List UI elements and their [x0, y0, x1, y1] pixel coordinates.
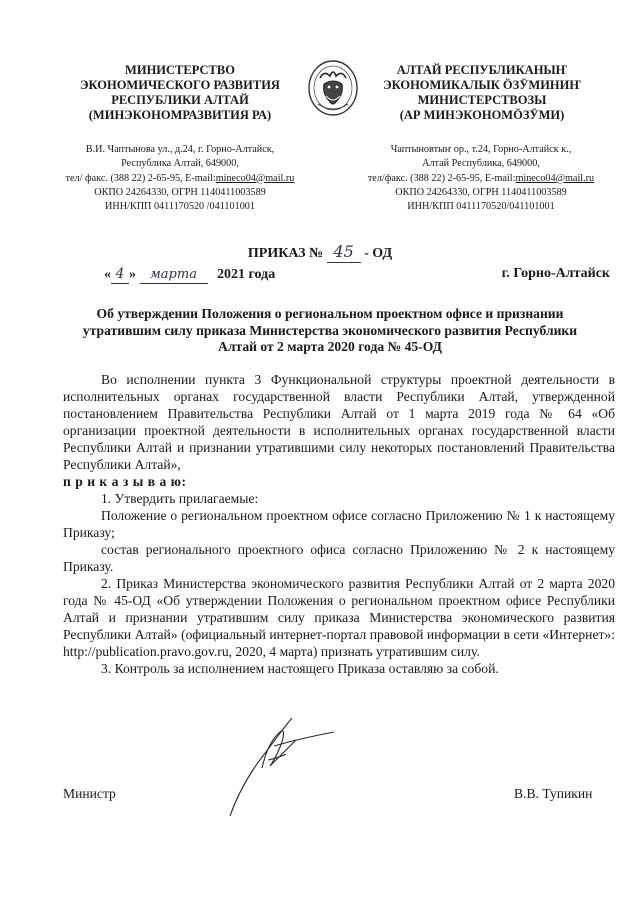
date-month-handwritten: марта — [150, 267, 197, 282]
order-subject: Об утверждении Положения о региональном проектном офисе и признании утратившим силу приказа Министерства экономического развития Республики Алтай от 2 марта 2020 года № 45-ОД — [82, 306, 578, 354]
order-body — [63, 371, 615, 677]
order-title — [0, 242, 640, 263]
ministry-name-alt — [362, 63, 602, 123]
contact-line — [346, 172, 616, 186]
address-line: Алтай Республика, 649000, — [422, 158, 540, 170]
item-1a: Положение о региональном проектном офисе согласно Приложению № 1 к настоящему Приказу; — [63, 508, 615, 540]
ministry-name-line: ЭКОНОМИКАЛЫК ӦЗӰМИНИҤ — [383, 78, 581, 92]
address-block-alt — [346, 143, 616, 214]
address-line: ОКПО 24264330, ОГРН 1140411003589 — [395, 186, 567, 198]
email-link[interactable]: mineco04@mail.ru — [215, 172, 295, 184]
ministry-name-line: МИНИСТЕРСТВОЗЫ — [417, 93, 547, 107]
date-year: 2021 года — [217, 267, 276, 282]
phone-fax-text: тел/ факс. (388 22) 2-65-95, E-mail: — [65, 172, 216, 184]
item-1b: состав регионального проектного офиса согласно Приложению № 2 к настоящему Приказу. — [63, 542, 615, 574]
signatory-name: В.В. Тупикин — [514, 786, 593, 801]
date-quote: « — [104, 267, 111, 282]
contact-line — [48, 172, 312, 186]
address-line: В.И. Чаптынова ул., д.24, г. Горно-Алтайск, — [85, 144, 275, 155]
item-3: 3. Контроль за исполнением настоящего Приказа оставляю за собой. — [101, 661, 499, 676]
address-line: ИНН/КПП 0411170520/041101001 — [407, 201, 555, 213]
ministry-name-line: АЛТАЙ РЕСПУБЛИКАНЫҤ — [396, 63, 568, 77]
signatory-position: Министр — [63, 786, 116, 801]
email-link[interactable]: mineco04@mail.ru — [515, 172, 595, 184]
order-date — [104, 266, 275, 284]
ministry-name-line: ЭКОНОМИЧЕСКОГО РАЗВИТИЯ — [80, 78, 280, 92]
ministry-name-line: МИНИСТЕРСТВО — [125, 63, 235, 77]
ministry-name-line: (АР МИНЭКОНОМӦЗӰМИ) — [399, 108, 565, 122]
date-day-field — [111, 266, 129, 284]
address-line: ОКПО 24264330, ОГРН 1140411003589 — [94, 186, 266, 198]
order-city: г. Горно-Алтайск — [501, 266, 610, 281]
address-block-ru — [48, 143, 312, 214]
order-number-handwritten: 45 — [333, 242, 354, 261]
order-number-field — [327, 242, 361, 263]
item-1: 1. Утвердить прилагаемые: — [101, 491, 259, 506]
coat-of-arms-emblem — [306, 58, 360, 118]
address-line: Чаптыновтыҥ ор., т.24, Горно-Алтайск к., — [390, 144, 572, 155]
preamble-paragraph: Во исполнении пункта 3 Функциональной структуры проектной деятельности в исполнительных органах государственной власти Республики Алтай, утвержденной постановлением Правительства Республики Алтай от 1 марта 2019 года № 64 «Об организации проектной деятельности в исполнительных органах государственной власти Республики Алтай и признании утратившими силу некоторых постановлений Правительства Республики Алтай», — [63, 372, 615, 472]
handwritten-signature — [222, 712, 342, 822]
order-title-prefix: ПРИКАЗ № — [247, 246, 324, 261]
phone-fax-text: тел/факс. (388 22) 2-65-95, E-mail: — [367, 172, 516, 184]
date-quote: » — [129, 267, 136, 282]
ministry-name-ru — [60, 63, 300, 123]
decree-word: п р и к а з ы в а ю: — [63, 474, 187, 489]
ministry-name-line: РЕСПУБЛИКИ АЛТАЙ — [111, 93, 249, 107]
date-day-handwritten: 4 — [115, 266, 125, 282]
ministry-name-line: (МИНЭКОНОМРАЗВИТИЯ РА) — [88, 108, 272, 122]
order-title-suffix: - ОД — [364, 246, 393, 261]
date-month-field — [140, 267, 208, 284]
item-2: 2. Приказ Министерства экономического развития Республики Алтай от 2 марта 2020 года № 45-ОД «Об утверждении Положения о региональном проектном офисе Республики Алтай и признании утратившим силу приказа Министерства экономического развития Республики Алтай» (официальный интернет-портал правовой информации в сети «Интернет»: http://publication.pravo.gov.ru, 2020, 4 марта) признать утратившим силу. — [63, 576, 615, 659]
address-line: ИНН/КПП 0411170520 /041101001 — [105, 201, 255, 213]
address-line: Республика Алтай, 649000, — [121, 158, 239, 170]
